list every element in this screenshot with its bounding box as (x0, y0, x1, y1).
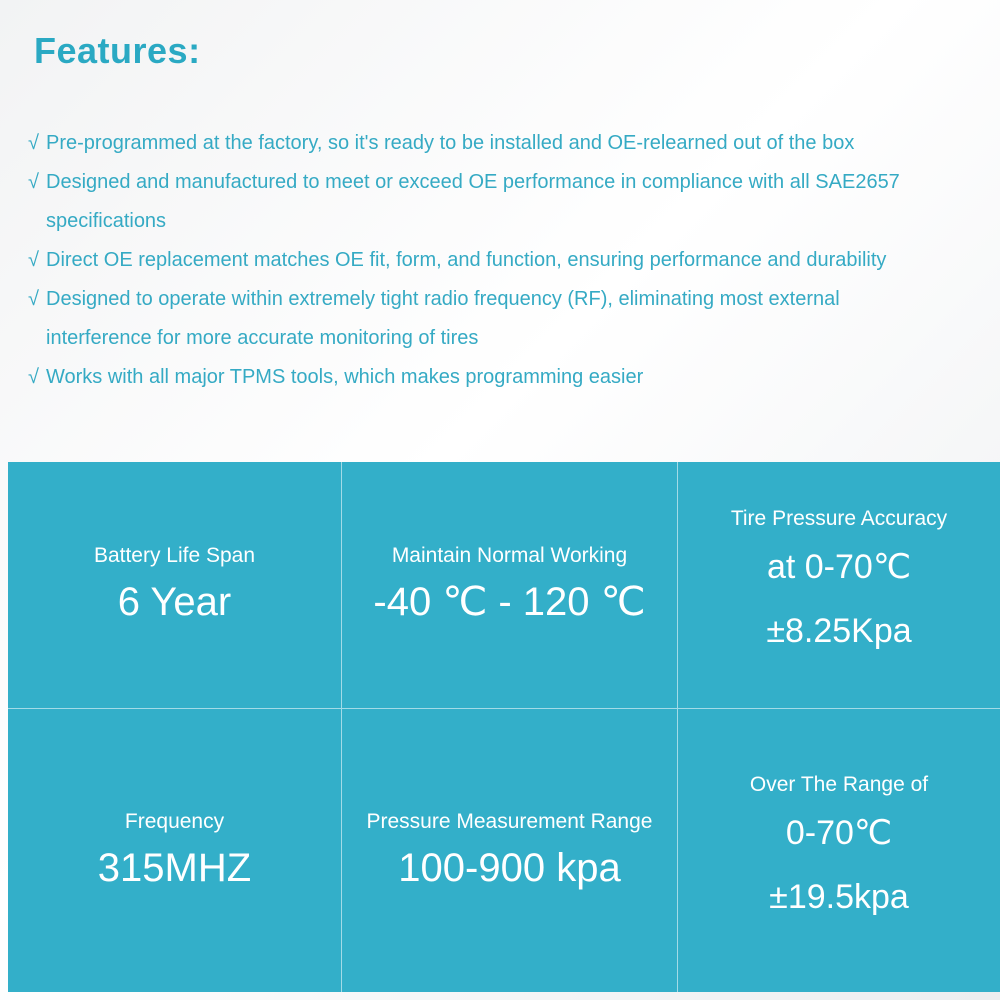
feature-text: Designed to operate within extremely tight radio frequency (RF), eliminating most external interference for more accurate monitoring of tires (46, 288, 840, 349)
spec-value-line: ±19.5kpa (769, 877, 909, 916)
spec-value-line: ±8.25Kpa (766, 612, 912, 650)
spec-grid (8, 462, 1000, 992)
spec-value-line: at 0-70℃ (766, 548, 912, 586)
feature-item (28, 280, 996, 358)
feature-text: Works with all major TPMS tools, which makes programming easier (46, 366, 644, 388)
features-title: Features: (34, 30, 201, 71)
spec-pressure-range (342, 709, 678, 992)
spec-working-temperature (342, 462, 678, 709)
feature-text: Pre-programmed at the factory, so it's ready to be installed and OE-relearned out of the box (46, 132, 855, 154)
spec-label: Over The Range of (749, 772, 929, 796)
check-icon: √ (28, 288, 39, 310)
feature-list (28, 124, 996, 397)
check-icon: √ (28, 249, 39, 271)
spec-battery-life (8, 462, 342, 709)
spec-label: Frequency (124, 809, 225, 833)
spec-value: 100-900 kpa (398, 845, 621, 890)
feature-text: Direct OE replacement matches OE fit, form, and function, ensuring performance and durability (46, 249, 887, 271)
spec-value: -40 ℃ - 120 ℃ (373, 580, 646, 624)
spec-label: Maintain Normal Working (391, 544, 628, 567)
spec-over-range (678, 709, 1000, 992)
spec-frequency (8, 709, 342, 992)
feature-item (28, 163, 996, 241)
check-icon: √ (28, 132, 39, 154)
feature-item (28, 241, 996, 280)
spec-label: Pressure Measurement Range (366, 809, 653, 833)
check-icon: √ (28, 366, 39, 388)
check-icon: √ (28, 171, 39, 193)
feature-text: Designed and manufactured to meet or exceed OE performance in compliance with all SAE2657 specifications (46, 171, 900, 232)
spec-value: 6 Year (117, 580, 232, 624)
spec-value: 315MHZ (97, 845, 252, 890)
spec-value-line: 0-70℃ (785, 813, 893, 852)
spec-label: Tire Pressure Accuracy (730, 507, 948, 530)
feature-item (28, 358, 996, 397)
spec-label: Battery Life Span (93, 544, 256, 567)
feature-item (28, 124, 996, 163)
spec-pressure-accuracy (678, 462, 1000, 709)
